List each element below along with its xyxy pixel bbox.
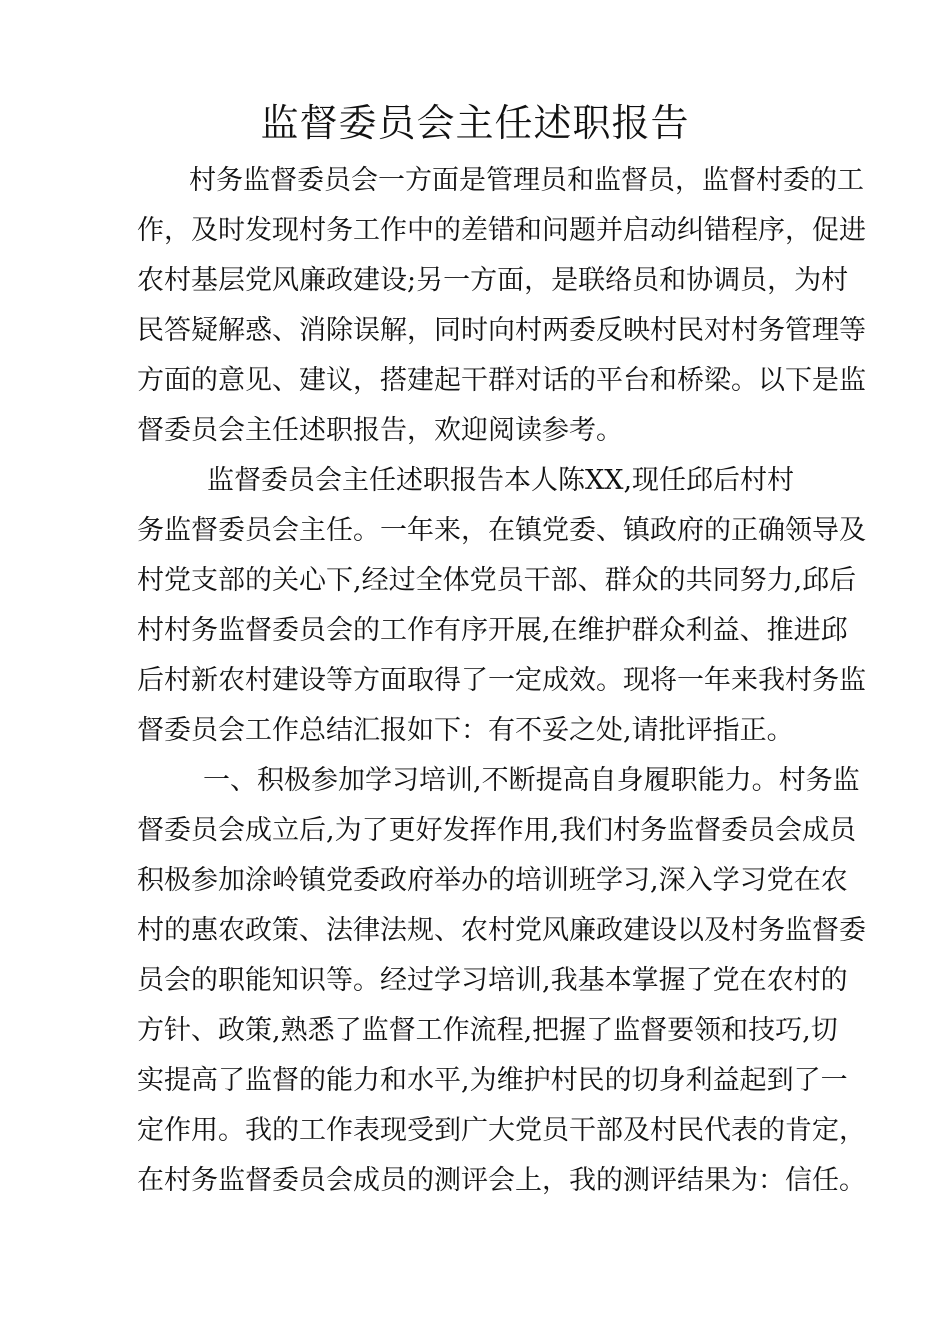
text-line: 一、积极参加学习培训,不断提高自身履职能力。村务监 [203,765,860,796]
text-line: 监督委员会主任述职报告本人陈XX,现任邱后村村 [207,465,795,496]
text-line: 督委员会工作总结汇报如下：有不妥之处,请批评指正。 [137,715,794,746]
text-line: 实提高了监督的能力和水平,为维护村民的切身利益起到了一 [137,1065,848,1096]
text-line: 务监督委员会主任。一年来，在镇党委、镇政府的正确领导及 [137,515,866,546]
text-line: 民答疑解惑、消除误解，同时向村两委反映村民对村务管理等 [137,315,866,346]
text-line: 督委员会主任述职报告，欢迎阅读参考。 [137,415,623,446]
text-line: 员会的职能知识等。经过学习培训,我基本掌握了党在农村的 [137,965,848,996]
text-line: 积极参加涂岭镇党委政府举办的培训班学习,深入学习党在农 [137,865,848,896]
text-line: 督委员会成立后,为了更好发挥作用,我们村务监督委员会成员 [137,815,857,846]
text-line: 后村新农村建设等方面取得了一定成效。现将一年来我村务监 [137,665,866,696]
text-line: 村村务监督委员会的工作有序开展,在维护群众利益、推进邱 [137,615,848,646]
text-line: 在村务监督委员会成员的测评会上，我的测评结果为：信任。 [137,1165,866,1196]
text-line: 村的惠农政策、法律法规、农村党风廉政建设以及村务监督委 [137,915,866,946]
text-line: 方针、政策,熟悉了监督工作流程,把握了监督要领和技巧,切 [137,1015,838,1046]
text-line: 村党支部的关心下,经过全体党员干部、群众的共同努力,邱后 [137,565,857,596]
text-line: 农村基层党风廉政建设;另一方面，是联络员和协调员，为村 [137,265,849,296]
page-title: 监督委员会主任述职报告 [260,101,690,145]
text-line: 作，及时发现村务工作中的差错和问题并启动纠错程序，促进 [137,215,866,246]
text-line: 村务监督委员会一方面是管理员和监督员，监督村委的工 [189,165,864,196]
text-line: 方面的意见、建议，搭建起干群对话的平台和桥梁。以下是监 [137,365,866,396]
text-line: 定作用。我的工作表现受到广大党员干部及村民代表的肯定， [137,1115,866,1146]
